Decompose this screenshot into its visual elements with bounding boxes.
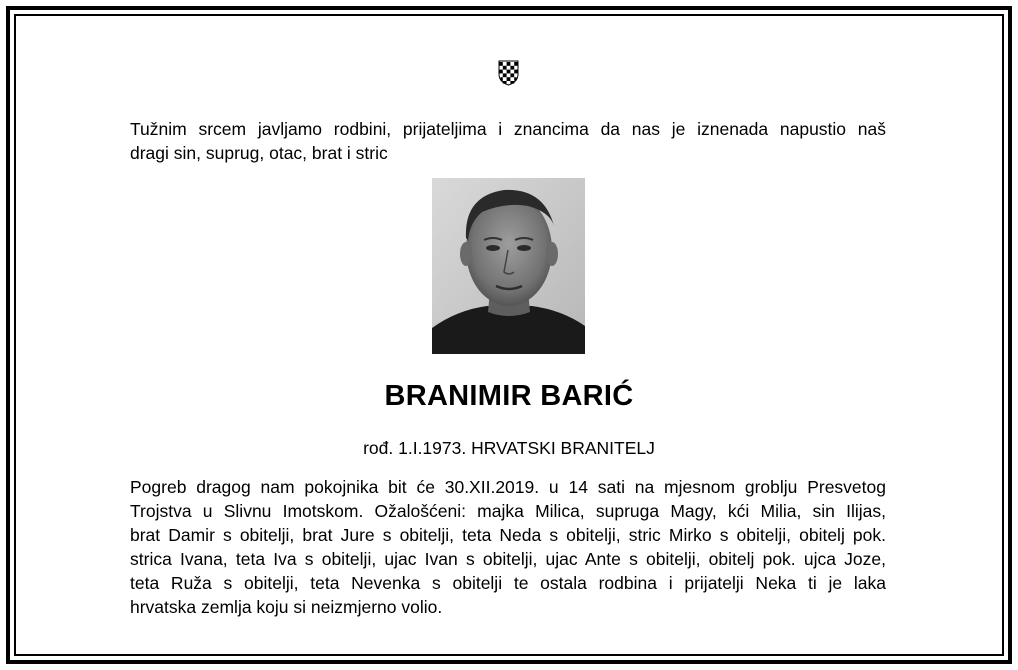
birth-date-line: rođ. 1.I.1973. HRVATSKI BRANITELJ xyxy=(363,438,655,458)
deceased-name: BRANIMIR BARIĆ xyxy=(384,380,634,412)
body-line: teta Ruža s obitelji, teta Nevenka s obitelji te ostala rodbina i prijatelji Neka ti je laka xyxy=(130,573,886,593)
body-line: Trojstva u Slivnu Imotskom. Ožalošćeni: majka Milica, supruga Magy, kći Milia, sin Ilijas, xyxy=(130,501,886,521)
body-line: Pogreb dragog nam pokojnika bit će 30.XII.2019. u 14 sati na mjesnom groblju Presvetog xyxy=(130,477,886,497)
intro-line: Tužnim srcem javljamo rodbini, prijateljima i znancima da nas je iznenada napustio naš xyxy=(130,119,886,139)
portrait-photo xyxy=(432,178,585,354)
intro-line: dragi sin, suprug, otac, brat i stric xyxy=(130,143,388,163)
funeral-details xyxy=(130,475,886,619)
intro-text xyxy=(130,117,886,165)
body-line: brat Damir s obitelji, brat Jure s obitelji, teta Neda s obitelji, stric Mirko s obitelji, obitelj pok. xyxy=(130,525,886,545)
body-line: strica Ivana, teta Iva s obitelji, ujac Ivan s obitelji, ujac Ante s obitelji, obitelj pok. ujca Joze, xyxy=(130,549,886,569)
croatian-coat-of-arms-icon xyxy=(498,60,519,86)
body-line: hrvatska zemlja koju si neizmjerno volio. xyxy=(130,597,443,617)
